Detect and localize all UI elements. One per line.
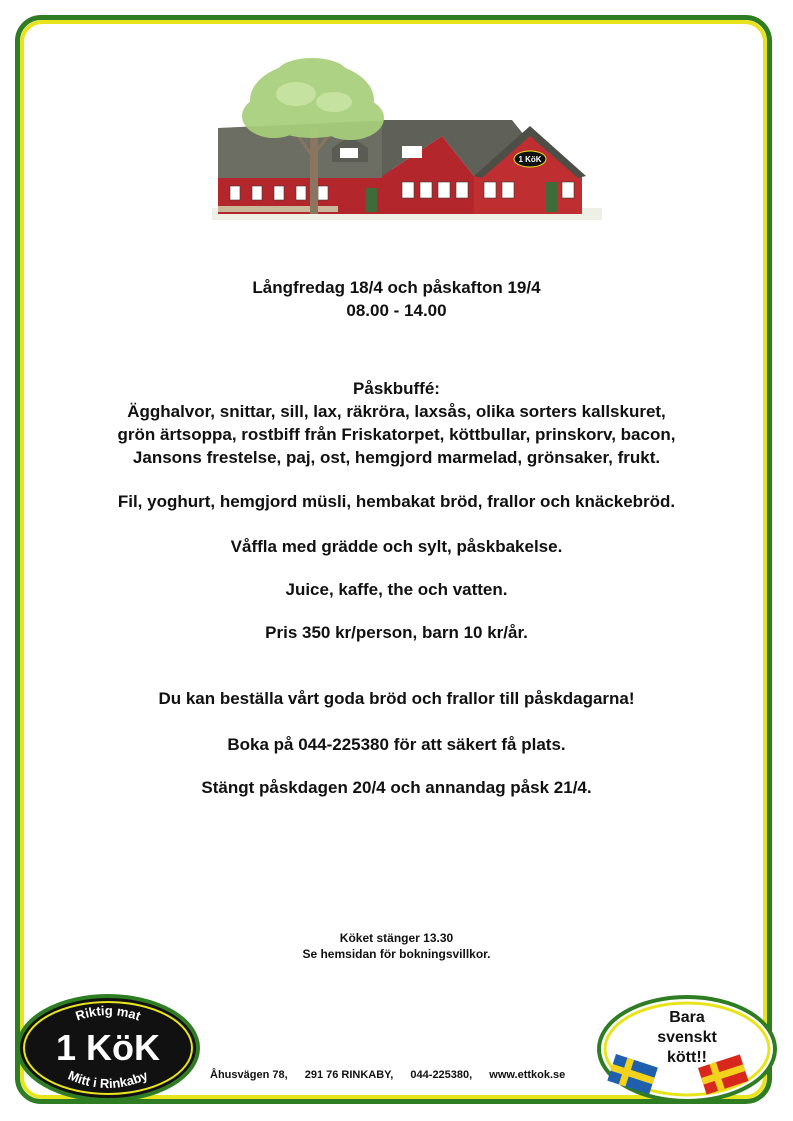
1kok-logo xyxy=(14,992,202,1104)
badge-line-1: Bara xyxy=(669,1009,705,1026)
badge-line-3: kött!! xyxy=(667,1049,707,1066)
badge-line-2: svenskt xyxy=(657,1029,717,1046)
price-text: Pris 350 kr/person, barn 10 kr/år. xyxy=(265,623,528,642)
drink-items xyxy=(40,578,753,601)
kitchen-closing-text: Köket stänger 13.30 xyxy=(339,931,454,945)
closed-notice xyxy=(40,776,753,799)
breakfast-items xyxy=(40,490,753,513)
dessert-items xyxy=(40,535,753,558)
dessert-text: Våffla med grädde och sylt, påskbakelse. xyxy=(230,537,563,556)
address-phone: 044-225380, xyxy=(410,1069,473,1081)
bread-notice-text: Du kan beställa vårt goda bröd och frallor till påskdagarna! xyxy=(158,689,635,708)
swedish-meat-badge xyxy=(594,992,780,1106)
address-postal: 291 76 RINKABY, xyxy=(304,1069,394,1081)
menu-title: Påskbuffé: xyxy=(353,379,440,398)
menu-line-1: Ägghalvor, snittar, sill, lax, räkröra, laxsås, olika sorters kallskuret, xyxy=(127,402,666,421)
opening-info xyxy=(40,276,753,322)
bread-order-notice xyxy=(40,687,753,710)
restaurant-illustration xyxy=(212,58,602,258)
price-info xyxy=(40,621,753,644)
booking-notice xyxy=(40,733,753,756)
menu-line-3: Jansons frestelse, paj, ost, hemgjord marmelad, grönsaker, frukt. xyxy=(132,448,661,467)
breakfast-text: Fil, yoghurt, hemgjord müsli, hembakat bröd, frallor och knäckebröd. xyxy=(117,492,676,511)
address-website: www.ettkok.se xyxy=(489,1069,566,1081)
footnotes xyxy=(40,930,753,962)
easter-buffet-menu xyxy=(40,377,753,469)
building-sign-text: 1 KöK xyxy=(518,155,542,164)
address-line xyxy=(210,1069,590,1081)
opening-dates: Långfredag 18/4 och påskafton 19/4 xyxy=(252,278,541,297)
closed-text: Stängt påskdagen 20/4 och annandag påsk 21/4. xyxy=(201,778,592,797)
drinks-text: Juice, kaffe, the och vatten. xyxy=(285,580,508,599)
logo-tagline-bottom: Mitt i Rinkaby xyxy=(65,1067,151,1092)
booking-terms-text: Se hemsidan för bokningsvillkor. xyxy=(302,947,491,961)
logo-name: 1 KöK xyxy=(55,1027,161,1068)
opening-hours: 08.00 - 14.00 xyxy=(346,301,447,320)
address-street: Åhusvägen 78, xyxy=(210,1069,288,1081)
menu-line-2: grön ärtsoppa, rostbiff från Friskatorpet, köttbullar, prinskorv, bacon, xyxy=(117,425,676,444)
booking-text: Boka på 044-225380 för att säkert få plats. xyxy=(227,735,566,754)
logo-tagline-top: Riktig mat xyxy=(73,1002,143,1024)
